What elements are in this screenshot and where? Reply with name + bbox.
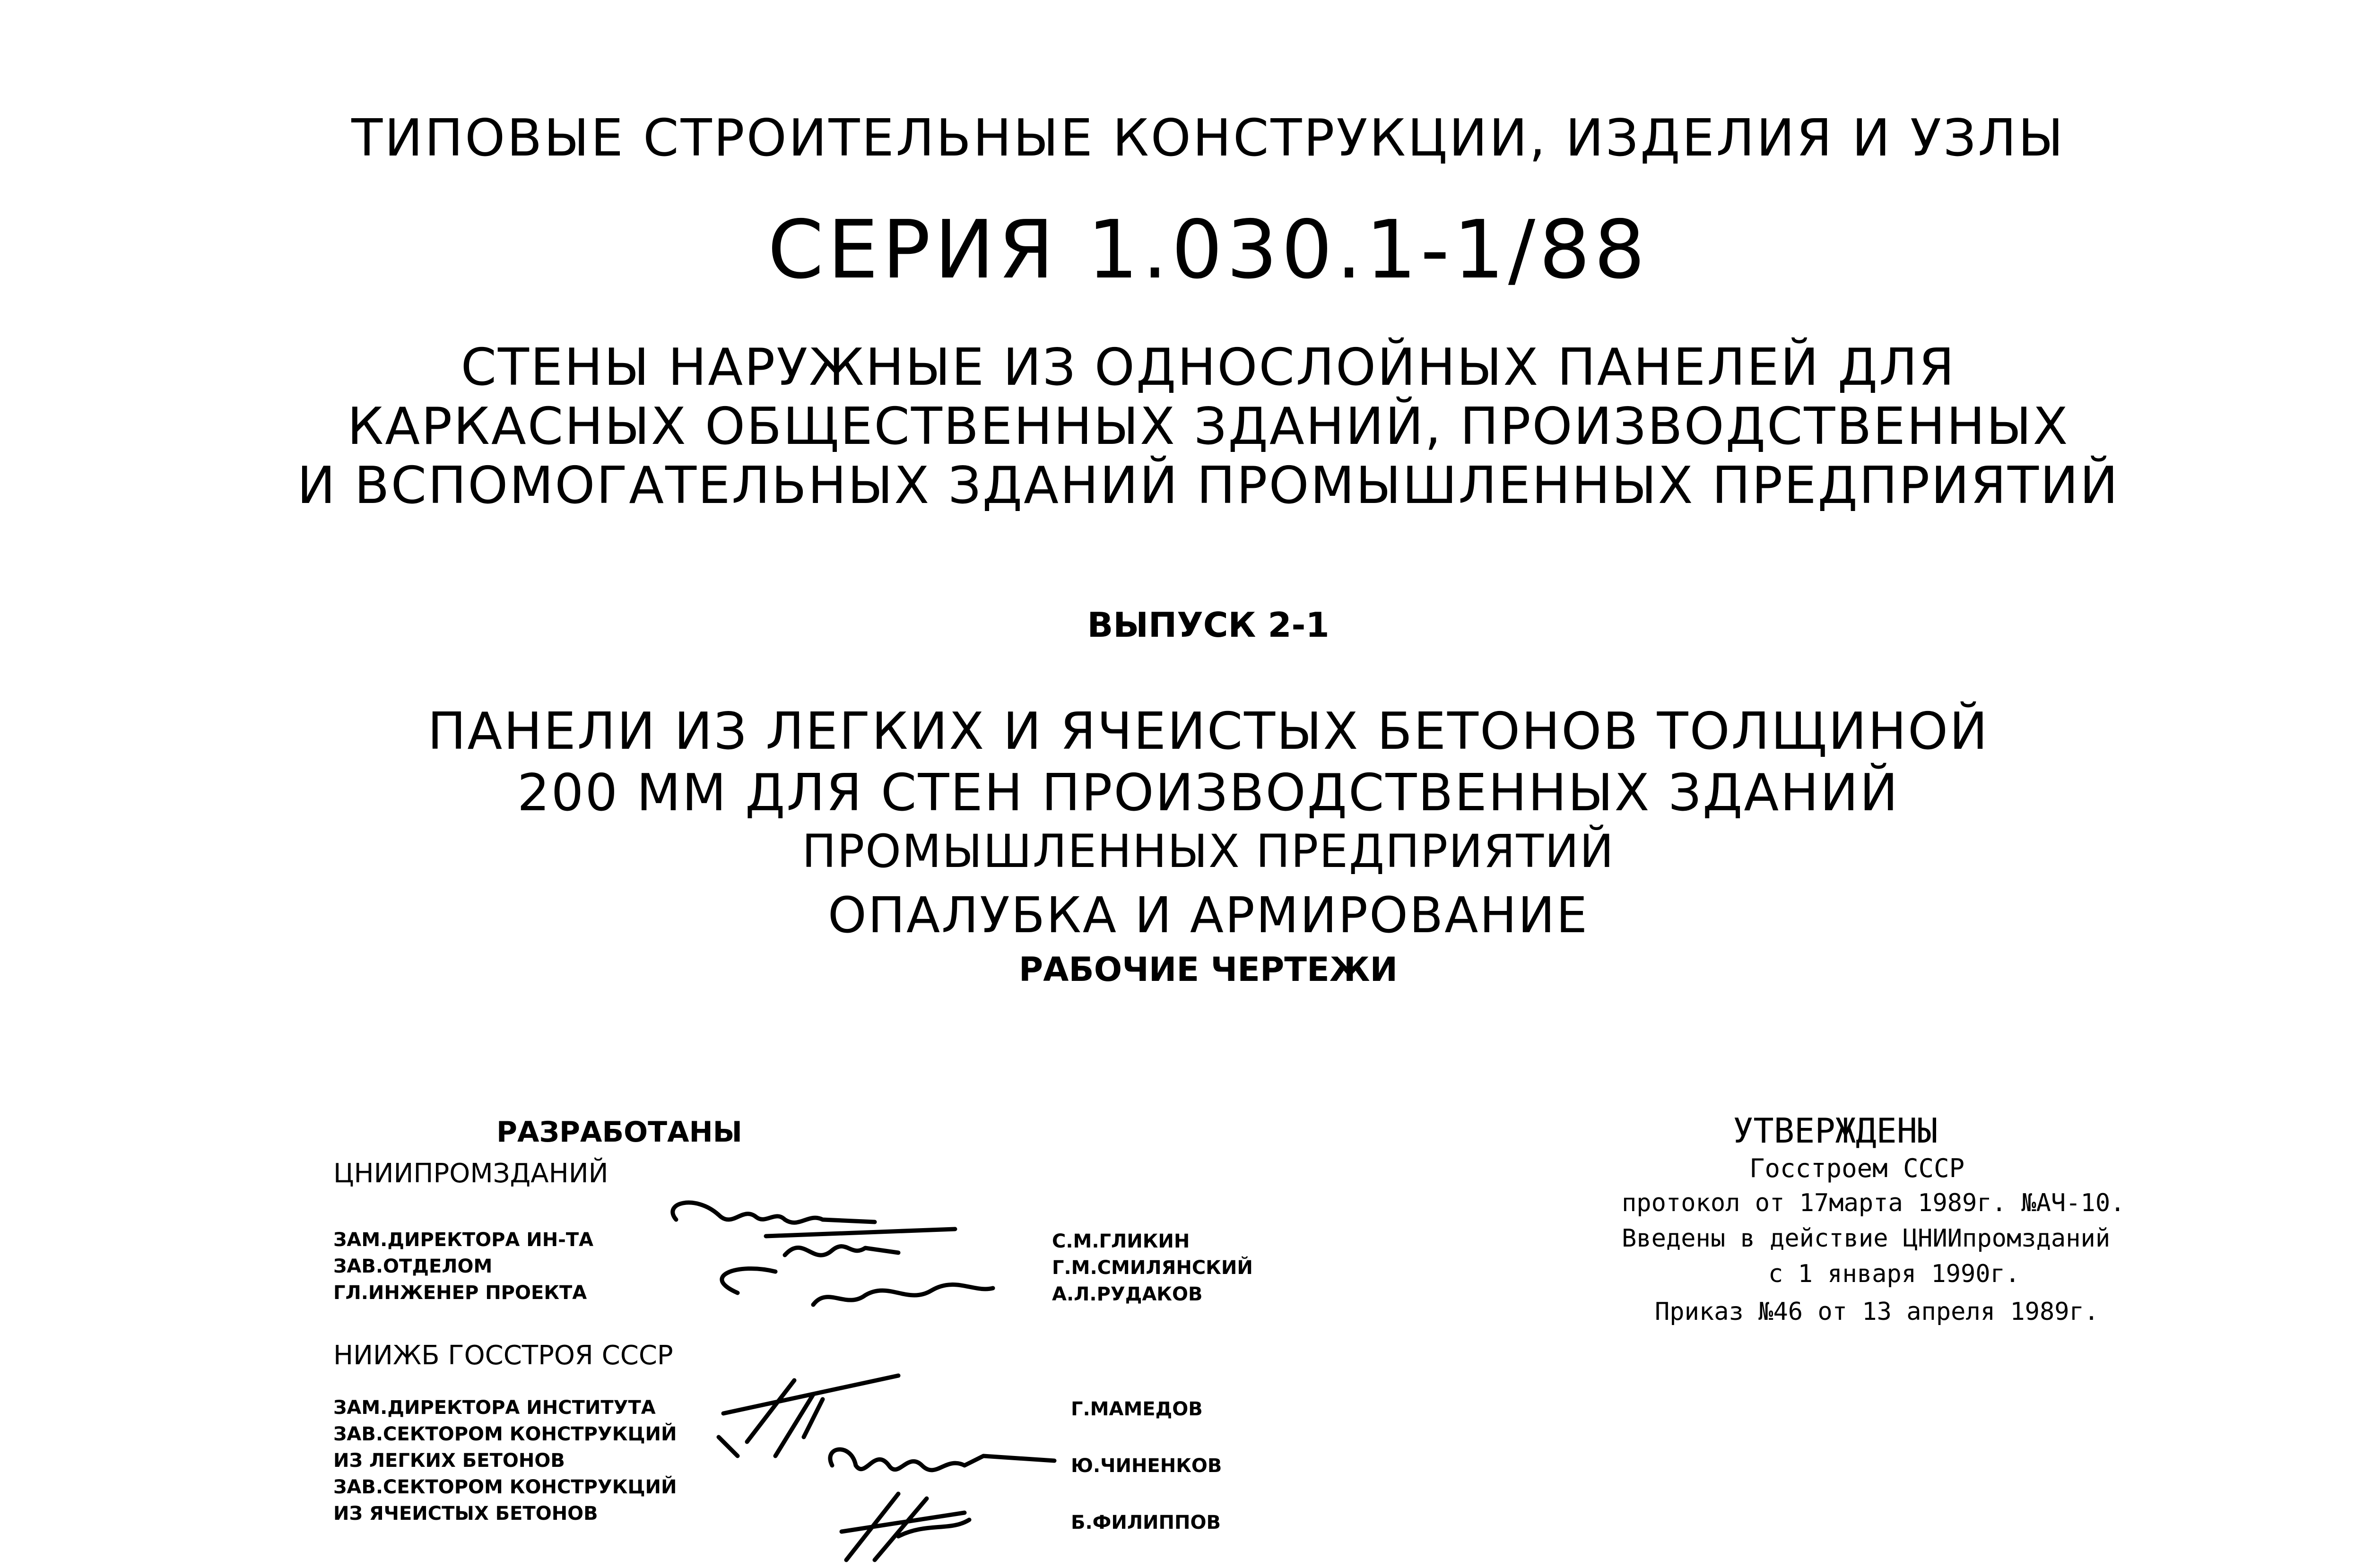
- org2-name-1: Г.МАМЕДОВ: [1071, 1398, 1203, 1420]
- approved-line-1: Госстроем СССР: [1749, 1153, 1965, 1183]
- part-line-2: 200 ММ ДЛЯ СТЕН ПРОИЗВОДСТВЕННЫХ ЗДАНИЙ: [517, 763, 1900, 823]
- org1-role-2: ЗАВ.ОТДЕЛОМ: [333, 1256, 493, 1277]
- approved-line-3: Введены в действие ЦНИИпромзданий: [1622, 1224, 2111, 1253]
- org1-name-3: А.Л.РУДАКОВ: [1052, 1283, 1203, 1305]
- approved-heading: УТВЕРЖДЕНЫ: [1733, 1111, 1938, 1151]
- signature-glikin: [673, 1203, 875, 1222]
- signature-smilyansky: [766, 1229, 955, 1255]
- org1-name: ЦНИИПРОМЗДАНИЙ: [333, 1158, 608, 1189]
- org2-name-3: Б.ФИЛИППОВ: [1071, 1512, 1221, 1533]
- org2-role-5: ИЗ ЯЧЕИСТЫХ БЕТОНОВ: [333, 1503, 598, 1525]
- developed-heading: РАЗРАБОТАНЫ: [496, 1116, 742, 1149]
- signature-mamedov: [719, 1376, 898, 1456]
- part-line-5: РАБОЧИЕ ЧЕРТЕЖИ: [1018, 950, 1398, 989]
- org2-role-4: ЗАВ.СЕКТОРОМ КОНСТРУКЦИЙ: [333, 1476, 677, 1498]
- subject-line-3: И ВСПОМОГАТЕЛЬНЫХ ЗДАНИЙ ПРОМЫШЛЕННЫХ ПРЕДПРИЯТИЙ: [297, 456, 2120, 515]
- part-line-4: ОПАЛУБКА И АРМИРОВАНИЕ: [827, 886, 1589, 944]
- signature-filippov: [842, 1494, 969, 1560]
- org1-name-1: С.М.ГЛИКИН: [1052, 1230, 1190, 1252]
- org2-name: НИИЖБ ГОССТРОЯ СССР: [333, 1340, 673, 1371]
- subject-line-2: КАРКАСНЫХ ОБЩЕСТВЕННЫХ ЗДАНИЙ, ПРОИЗВОДСТВЕННЫХ: [347, 397, 2069, 456]
- approved-line-4: с 1 января 1990г.: [1768, 1260, 2020, 1288]
- org1-role-3: ГЛ.ИНЖЕНЕР ПРОЕКТА: [333, 1282, 587, 1304]
- main-title: ТИПОВЫЕ СТРОИТЕЛЬНЫЕ КОНСТРУКЦИИ, ИЗДЕЛИЯ И УЗЛЫ: [351, 109, 2065, 168]
- org2-role-3: ИЗ ЛЕГКИХ БЕТОНОВ: [333, 1450, 565, 1472]
- part-line-3: ПРОМЫШЛЕННЫХ ПРЕДПРИЯТИЙ: [802, 825, 1615, 878]
- org2-role-2: ЗАВ.СЕКТОРОМ КОНСТРУКЦИЙ: [333, 1423, 677, 1445]
- series-number: СЕРИЯ 1.030.1-1/88: [767, 203, 1649, 297]
- org2-name-2: Ю.ЧИНЕНКОВ: [1071, 1455, 1222, 1477]
- part-line-1: ПАНЕЛИ ИЗ ЛЕГКИХ И ЯЧЕИСТЫХ БЕТОНОВ ТОЛЩИНОЙ: [427, 702, 1989, 761]
- issue-label: ВЫПУСК 2-1: [1087, 605, 1330, 645]
- org2-role-1: ЗАМ.ДИРЕКТОРА ИНСТИТУТА: [333, 1397, 656, 1419]
- approved-line-5: Приказ №46 от 13 апреля 1989г.: [1655, 1298, 2099, 1326]
- subject-line-1: СТЕНЫ НАРУЖНЫЕ ИЗ ОДНОСЛОЙНЫХ ПАНЕЛЕЙ ДЛЯ: [461, 338, 1956, 397]
- approved-line-2: протокол от 17марта 1989г. №АЧ-10.: [1622, 1189, 2125, 1217]
- org1-name-2: Г.М.СМИЛЯНСКИЙ: [1052, 1257, 1253, 1279]
- org1-role-1: ЗАМ.ДИРЕКТОРА ИН-ТА: [333, 1229, 594, 1251]
- signature-chinenkov: [830, 1449, 1054, 1470]
- signature-rudakov: [722, 1269, 993, 1305]
